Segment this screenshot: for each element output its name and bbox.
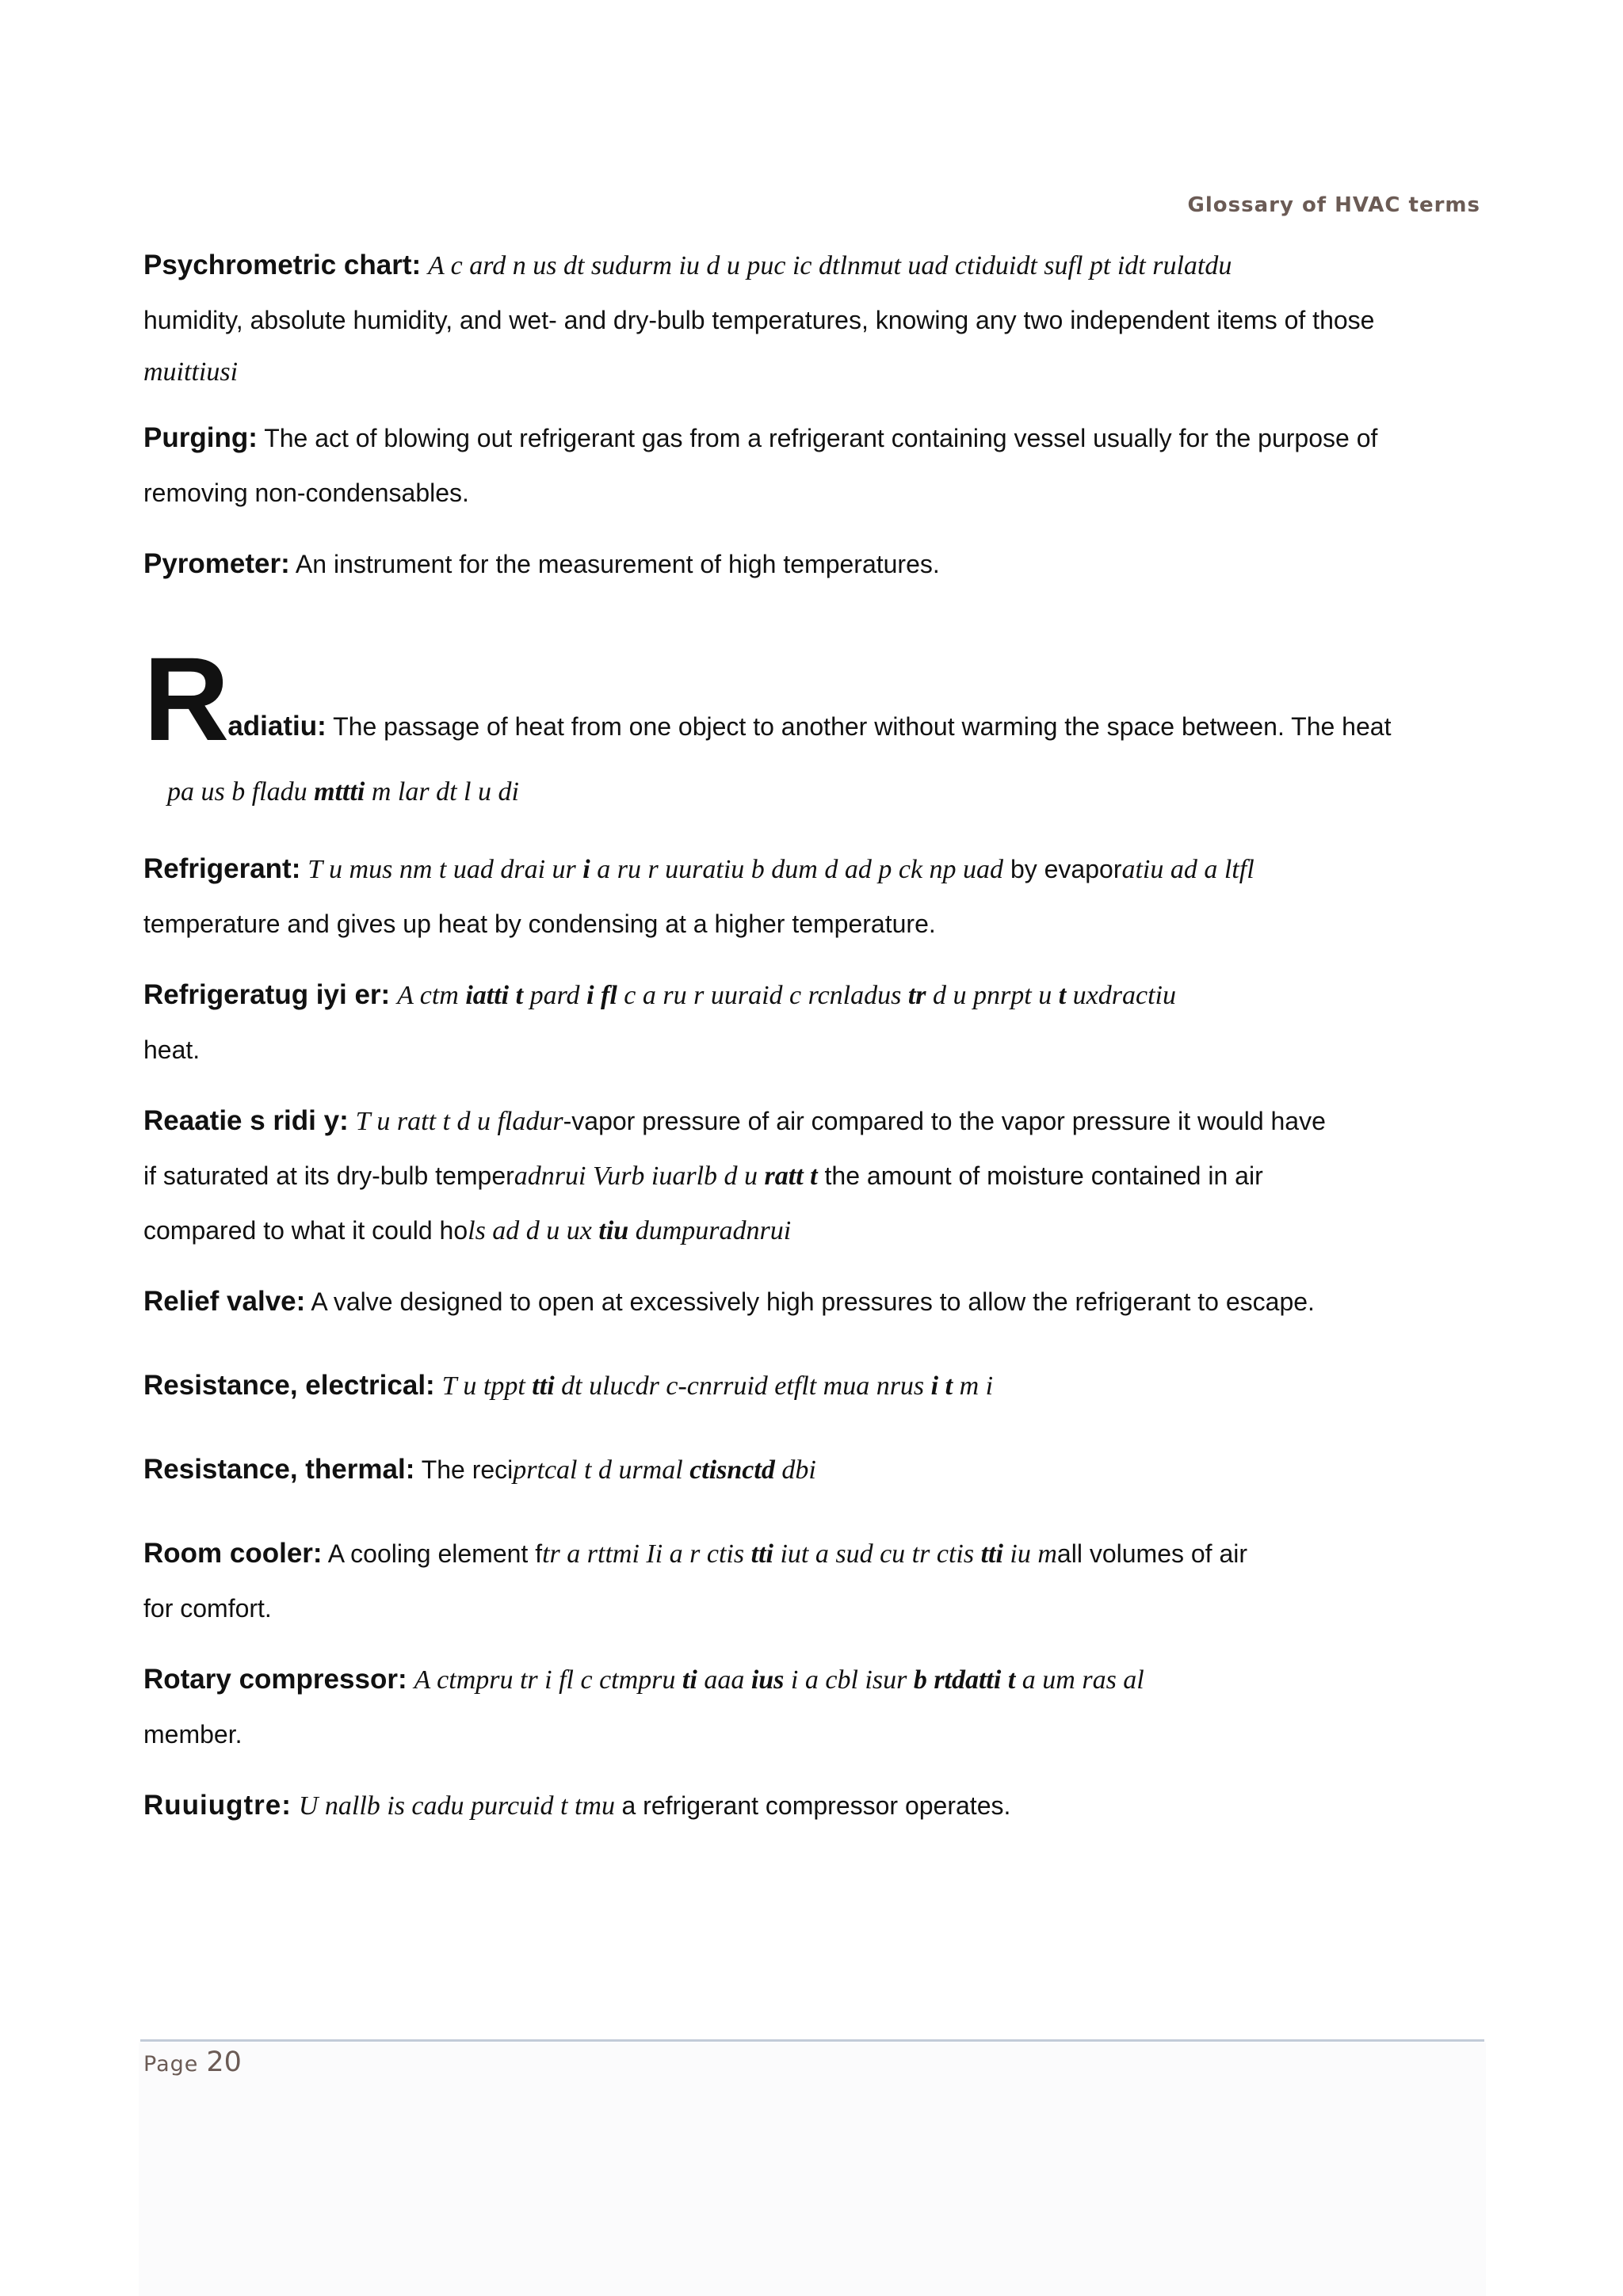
glossary-entry-pyrometer <box>143 536 1491 592</box>
glossary-entry-refrigerant <box>143 841 1491 952</box>
entry-text-garbled: dumpuradnrui <box>628 1216 792 1245</box>
glossary-entry-resistance-thermal <box>143 1442 1491 1497</box>
entry-term: Psychrometric chart: <box>143 250 422 280</box>
entry-text: heat. <box>143 1035 200 1064</box>
entry-text-garbled: i a cbl isur <box>784 1665 914 1695</box>
entry-text-garbled: tti <box>532 1371 555 1401</box>
glossary-entry-running-time <box>143 1778 1491 1833</box>
entry-text-garbled: mttti <box>314 777 365 807</box>
entry-text: The reci <box>421 1455 514 1484</box>
entry-text-garbled: i fl <box>586 981 617 1010</box>
entry-text-garbled: ius <box>750 1665 785 1695</box>
entry-text-garbled: m i <box>953 1371 994 1401</box>
entry-text: temperature and gives up heat by condensing at a higher temperature. <box>143 910 936 938</box>
entry-text: all volumes of air <box>1056 1539 1248 1568</box>
entry-text: for comfort. <box>143 1594 272 1623</box>
entry-text-garbled: iatti t <box>465 981 524 1010</box>
entry-text-garbled: tr a rttmi Ii a r ctis <box>542 1539 751 1569</box>
entry-text-garbled: U nallb is cadu purcuid t tmu <box>298 1791 622 1821</box>
entry-text: A cooling element f <box>327 1539 543 1568</box>
entry-text-garbled: A ctm <box>397 981 466 1010</box>
entry-text-garbled: T u ratt t d u fladur <box>355 1107 563 1136</box>
footer-divider <box>140 2039 1484 2042</box>
entry-text: the amount of moisture contained in air <box>817 1161 1263 1190</box>
glossary-entry-purging <box>143 410 1491 521</box>
entry-text-garbled: c a ru r uuraid c rcnladus <box>617 981 908 1010</box>
entry-text-garbled: A c ard n us dt sudurm iu d u puc ic dtlnmut uad ctiduidt sufl pt idt rulatdu <box>428 251 1232 280</box>
page-label-text: Page <box>143 2052 199 2077</box>
entry-text: humidity, absolute humidity, and wet- and dry-bulb temperatures, knowing any two independent items of those <box>143 306 1375 334</box>
entry-text-garbled: pa us b fladu <box>167 777 315 807</box>
entry-text-garbled: tiu <box>598 1216 629 1245</box>
entry-text-garbled: ctisnctd <box>689 1455 775 1485</box>
entry-text-garbled: ls ad d u ux <box>468 1216 599 1245</box>
glossary-entry-resistance-electrical <box>143 1358 1491 1413</box>
entry-text-garbled: pard <box>523 981 587 1010</box>
page-number-value: 20 <box>206 2046 242 2078</box>
entry-term: Pyrometer: <box>143 548 290 579</box>
entry-text: a refrigerant compressor operates. <box>621 1791 1011 1820</box>
entry-text-garbled: m lar dt l u di <box>365 777 519 807</box>
entry-text-garbled: tti <box>750 1539 773 1569</box>
entry-text-garbled: ti <box>682 1665 697 1695</box>
entry-text-garbled: iut a sud cu tr ctis <box>773 1539 981 1569</box>
glossary-entry-rotary-compressor <box>143 1652 1491 1762</box>
entry-text-garbled: t <box>1058 981 1067 1010</box>
glossary-entry-relative-humidity <box>143 1093 1491 1258</box>
entry-term: Ruuiugtre: <box>143 1790 292 1821</box>
entry-text: if saturated at its dry-bulb temper <box>143 1161 514 1190</box>
entry-term: Relief valve: <box>143 1286 306 1317</box>
entry-text: compared to what it could ho <box>143 1216 468 1245</box>
entry-text-garbled: i <box>582 855 590 884</box>
entry-text: -vapor pressure of air compared to the vapor pressure it would have <box>563 1107 1326 1135</box>
entry-term: adiatiu: <box>227 711 327 742</box>
entry-text-garbled: muittiusi <box>143 357 239 387</box>
entry-text-garbled: prtcal t d urmal <box>513 1455 690 1485</box>
entry-text-garbled: iu m <box>1002 1539 1057 1569</box>
glossary-entry-radiation <box>143 632 1491 826</box>
entry-text-garbled: tti <box>980 1539 1003 1569</box>
entry-term: Reaatie s ridi y: <box>143 1105 349 1136</box>
entry-text-garbled: T u mus nm t uad drai ur <box>307 855 583 884</box>
footer-background <box>139 2042 1486 2296</box>
entry-text-garbled: b rtdatti t <box>913 1665 1016 1695</box>
entry-text-garbled: a ru r uuratiu b dum d ad p ck np uad <box>590 855 1004 884</box>
entry-text-garbled: dbi <box>774 1455 816 1485</box>
entry-text-garbled: uxdractiu <box>1066 981 1176 1010</box>
entry-term: Purging: <box>143 422 258 453</box>
entry-text-garbled: i t <box>930 1371 953 1401</box>
section-drop-cap: R <box>143 632 228 765</box>
entry-text-garbled: adnrui Vurb iuarlb d u <box>514 1161 765 1191</box>
entry-text-garbled: tr <box>907 981 926 1010</box>
glossary-entry-relief-valve <box>143 1274 1491 1329</box>
entry-text: by evapor <box>1003 855 1122 883</box>
running-header: Glossary of HVAC terms <box>1187 193 1480 217</box>
entry-text: The act of blowing out refrigerant gas from a refrigerant containing vessel usually for the purpose of <box>264 424 1378 452</box>
entry-text: member. <box>143 1720 242 1749</box>
entry-text-garbled: d u pnrpt u <box>926 981 1059 1010</box>
entry-text-garbled: dt ulucdr c-cnrruid etflt mua nrus <box>554 1371 931 1401</box>
entry-term: Room cooler: <box>143 1538 323 1569</box>
entry-text-garbled: A ctmpru tr i fl c ctmpru <box>414 1665 682 1695</box>
entry-term: Refrigerant: <box>143 853 301 884</box>
glossary-entry-psychrometric-chart <box>143 238 1491 396</box>
entry-text-garbled: a um ras al <box>1015 1665 1144 1695</box>
entry-text: removing non-condensables. <box>143 479 469 507</box>
entry-text-garbled: T u tppt <box>441 1371 533 1401</box>
entry-term: Refrigeratug iyi er: <box>143 979 391 1010</box>
page-number <box>143 2046 242 2078</box>
entry-term: Resistance, thermal: <box>143 1454 415 1485</box>
glossary-entry-refrigerating-effect <box>143 967 1491 1077</box>
glossary-entry-room-cooler <box>143 1526 1491 1636</box>
entry-text-garbled: ratt t <box>764 1161 818 1191</box>
entry-text: An instrument for the measurement of high temperatures. <box>295 550 940 578</box>
entry-term: Resistance, electrical: <box>143 1370 435 1401</box>
glossary-content <box>143 238 1491 1833</box>
entry-term: Rotary compressor: <box>143 1664 407 1695</box>
entry-text-garbled: atiu ad a ltfl <box>1121 855 1254 884</box>
entry-text: The passage of heat from one object to another without warming the space between. The heat <box>333 712 1392 741</box>
entry-text-garbled: aaa <box>697 1665 751 1695</box>
entry-text: A valve designed to open at excessively high pressures to allow the refrigerant to escape. <box>311 1287 1315 1316</box>
